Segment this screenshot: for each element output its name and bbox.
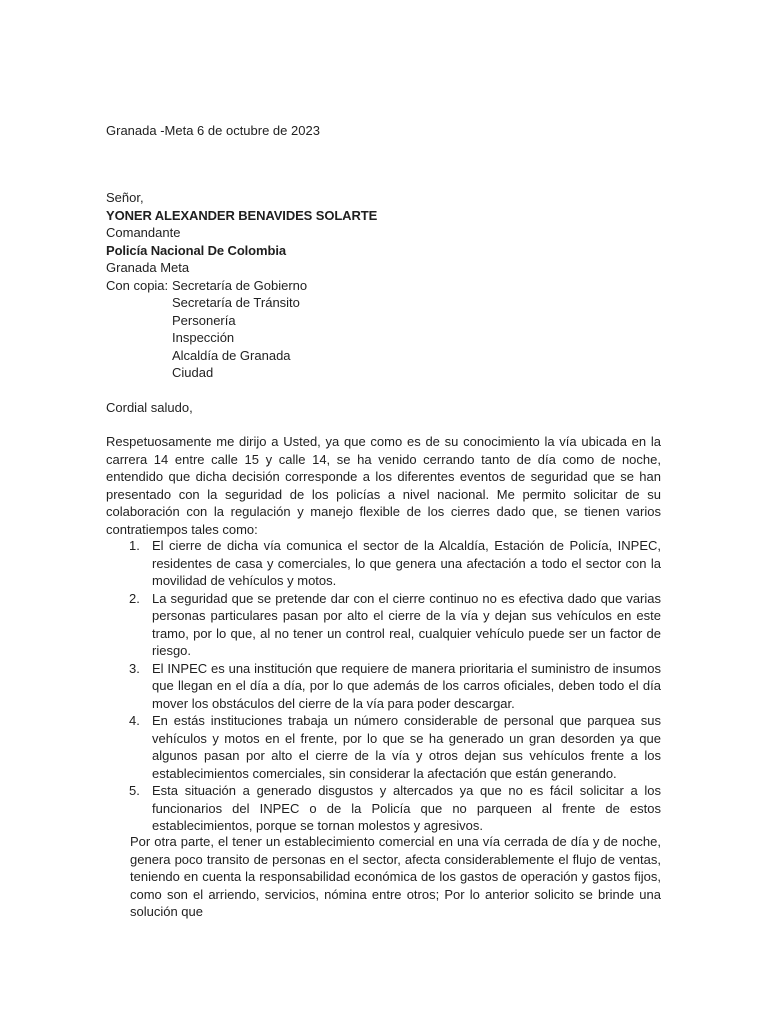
date-line: Granada -Meta 6 de octubre de 2023 (106, 123, 320, 138)
intro-paragraph: Respetuosamente me dirijo a Usted, ya que como es de su conocimiento la vía ubicada en la carrera 14 entre calle 15 y calle 14, se ha venido cerrando tanto de día como de noche, entendido que dicha decisión corresponde a los diferentes eventos de seguridad que se han presentado con la seguridad de los policías a nivel nacional. Me permito solicitar de su colaboración con la regulación y manejo flexible de los cierres dado que, se tienen varios contratiempos tales como: (106, 434, 661, 537)
points-list (106, 537, 661, 835)
organization-name: Policía Nacional De Colombia (106, 242, 286, 258)
recipient-location: Granada Meta (106, 260, 190, 275)
list-item-text: Esta situación a generado disgustos y altercados ya que no es fácil solicitar a los funcionarios del INPEC o de la Policía que no parqueen al frente de estos establecimientos, porque se tornan molestos y agresivos. (152, 783, 661, 833)
cc-label: Con copia: (106, 277, 169, 293)
list-item-text: La seguridad que se pretende dar con el cierre continuo no es efectiva dado que varias personas particulares pasan por alto el cierre de la vía y dejan sus vehículos en este tramo, por lo que, al no tener un control real, cualquier vehículo puede ser un factor de riesgo. (152, 590, 661, 658)
cc-block (106, 277, 377, 382)
list-item-number: 3. (129, 660, 140, 676)
greeting: Cordial saludo, (106, 400, 193, 415)
list-item (106, 712, 661, 782)
list-item (106, 537, 661, 590)
closing-paragraph: Por otra parte, el tener un establecimiento comercial en una vía cerrada de día y de noche, genera poco transito de personas en el sector, afecta considerablemente el flujo de ventas, teniendo en cuenta la responsabilidad económica de los gastos de operación y gastos fijos, como son el arriendo, servicios, nómina entre otros; Por lo anterior solicito se brinde una solución que (130, 834, 661, 919)
list-item-number: 1. (129, 538, 140, 553)
list-item-text: El cierre de dicha vía comunica el sector de la Alcaldía, Estación de Policía, INPEC, residentes de casa y comerciales, lo que genera una afectación a todo el sector con la movilidad de vehículos y motos. (152, 538, 661, 588)
cc-item: Inspección (172, 330, 235, 345)
cc-item: Secretaría de Gobierno (172, 277, 308, 293)
recipient-name: YONER ALEXANDER BENAVIDES SOLARTE (106, 207, 378, 223)
cc-item: Personería (172, 312, 236, 328)
recipient-role: Comandante (106, 225, 181, 240)
cc-item: Alcaldía de Granada (172, 347, 291, 363)
list-item-text: El INPEC es una institución que requiere de manera prioritaria el suministro de insumos que llegan en el día a día, por lo que además de los carros oficiales, deben todo el día mover los obstáculos del cierre de la vía para poder descargar. (152, 660, 661, 711)
cc-item: Ciudad (172, 365, 214, 380)
list-item (106, 660, 661, 713)
salutation-title: Señor, (106, 190, 144, 205)
list-item-number: 4. (129, 713, 140, 728)
list-item (106, 590, 661, 660)
list-item-number: 2. (129, 590, 140, 606)
list-item-number: 5. (129, 783, 140, 798)
cc-item: Secretaría de Tránsito (172, 295, 300, 310)
list-item (106, 782, 661, 835)
cc-list (172, 277, 307, 382)
addressee-block (106, 189, 377, 382)
list-item-text: En estás instituciones trabaja un número considerable de personal que parquea sus vehículos y motos en el frente, por lo que se ha generado un gran desorden ya que algunos pasan por alto el cierre de la vía y otros dejan sus vehículos frente a los establecimientos comerciales, sin considerar la afectación que están generando. (152, 713, 661, 781)
